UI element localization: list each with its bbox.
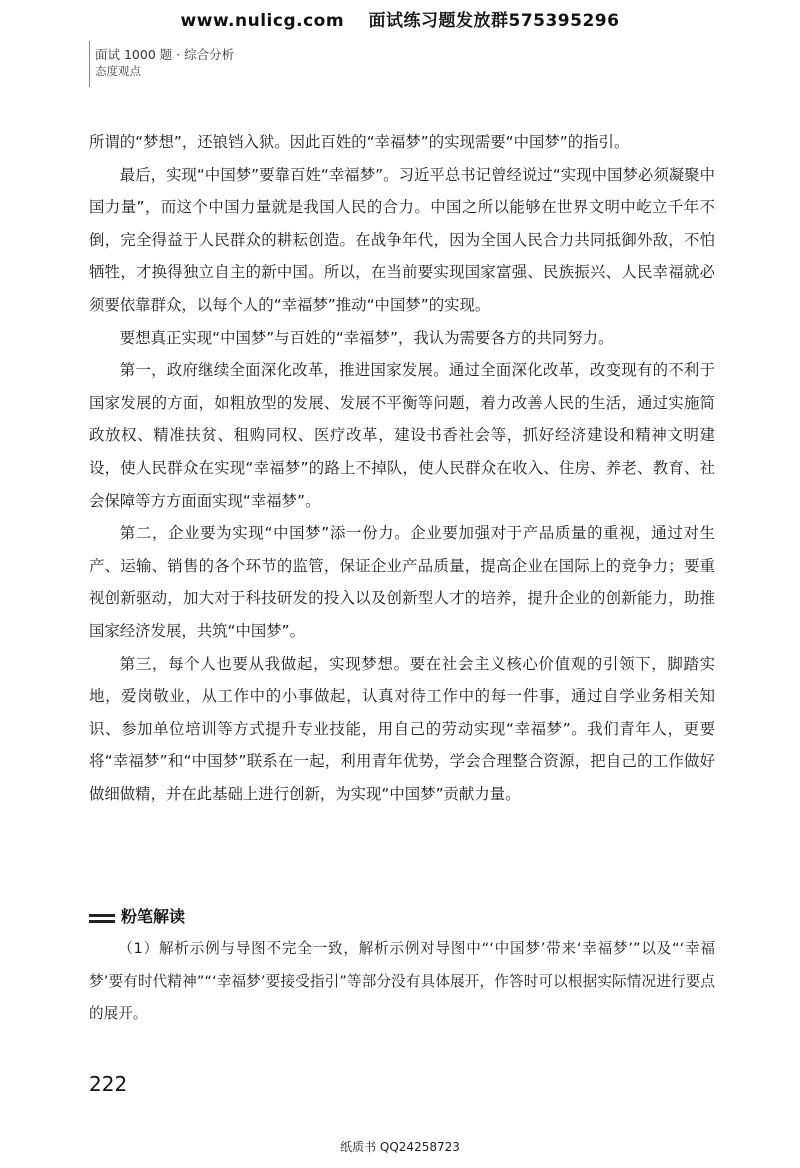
paragraph: 第二，企业要为实现“中国梦”添一份力。企业要加强对于产品质量的重视，通过对生产、运输、销售的各个环节的监管，保证企业产品质量，提高企业在国际上的竞争力；要重视创新驱动，加大对于科技研发的投入以及创新型人才的培养，提升企业的创新能力，助推国家经济发展，共筑“中国梦”。 [89, 524, 715, 640]
paragraph: 第三，每个人也要从我做起，实现梦想。要在社会主义核心价值观的引领下，脚踏实地，爱岗敬业，从工作中的小事做起，认真对待工作中的每一件事，通过自学业务相关知识、参加单位培训等方式提升专业技能，用自己的劳动实现“幸福梦”。我们青年人，更要将“幸福梦”和“中国梦”联系在一起，利用青年优势，学会合理整合资源，把自己的工作做好做细做精，并在此基础上进行创新，为实现“中国梦”贡献力量。 [89, 654, 715, 803]
paragraph: 所谓的“梦想”，还锒铛入狱。因此百姓的“幸福梦”的实现需要“中国梦”的指引。 [89, 133, 630, 151]
paragraph: 最后，实现“中国梦”要靠百姓“幸福梦”。习近平总书记曾经说过“实现中国梦必须凝聚中国力量”，而这个中国力量就是我国人民的合力。中国之所以能够在世界文明中屹立千年不倒，完全得益于人民群众的耕耘创造。在战争年代，因为全国人民合力共同抵御外敌，不怕牺牲，才换得独立自主的新中国。所以，在当前要实现国家富强、民族振兴、人民幸福就必须要依靠群众，以每个人的“幸福梦”推动“中国梦”的实现。 [89, 165, 715, 314]
watermark-url: www.nulicg.com [180, 11, 345, 31]
paragraph: 要想真正实现“中国梦”与百姓的“幸福梦”，我认为需要各方的共同努力。 [119, 328, 614, 347]
analysis-section [89, 903, 715, 1031]
main-text [89, 126, 715, 810]
section-heading [89, 903, 715, 931]
section-title: 粉笔解读 [121, 907, 186, 926]
bottom-watermark: 纸质书 QQ24258723 [340, 1140, 460, 1154]
section-body: （1）解析示例与导图不完全一致，解析示例对导图中“‘中国梦’带来‘幸福梦’”以及“‘幸福梦’要有时代精神”“‘幸福梦’要接受指引”等部分没有具体展开，作答时可以根据实际情况进行要点的展开。 [89, 940, 715, 1023]
watermark-group: 面试练习题发放群575395296 [368, 11, 620, 31]
top-watermark [0, 6, 800, 31]
page-number: 222 [89, 1072, 128, 1096]
section-marker-icon [89, 914, 115, 923]
paragraph: 第一，政府继续全面深化改革，推进国家发展。通过全面深化改革，改变现有的不利于国家发展的方面，如粗放型的发展、发展不平衡等问题，着力改善人民的生活，通过实施简政放权、精准扶贫、租购同权、医疗改革，建设书香社会等，抓好经济建设和精神文明建设，使人民群众在实现“幸福梦”的路上不掉队，使人民群众在收入、住房、养老、教育、社会保障等方方面面实现“幸福梦”。 [89, 361, 715, 510]
running-header [89, 46, 234, 80]
book-title: 面试 1000 题 · 综合分析 [95, 47, 235, 62]
chapter-subtitle: 态度观点 [95, 64, 141, 78]
